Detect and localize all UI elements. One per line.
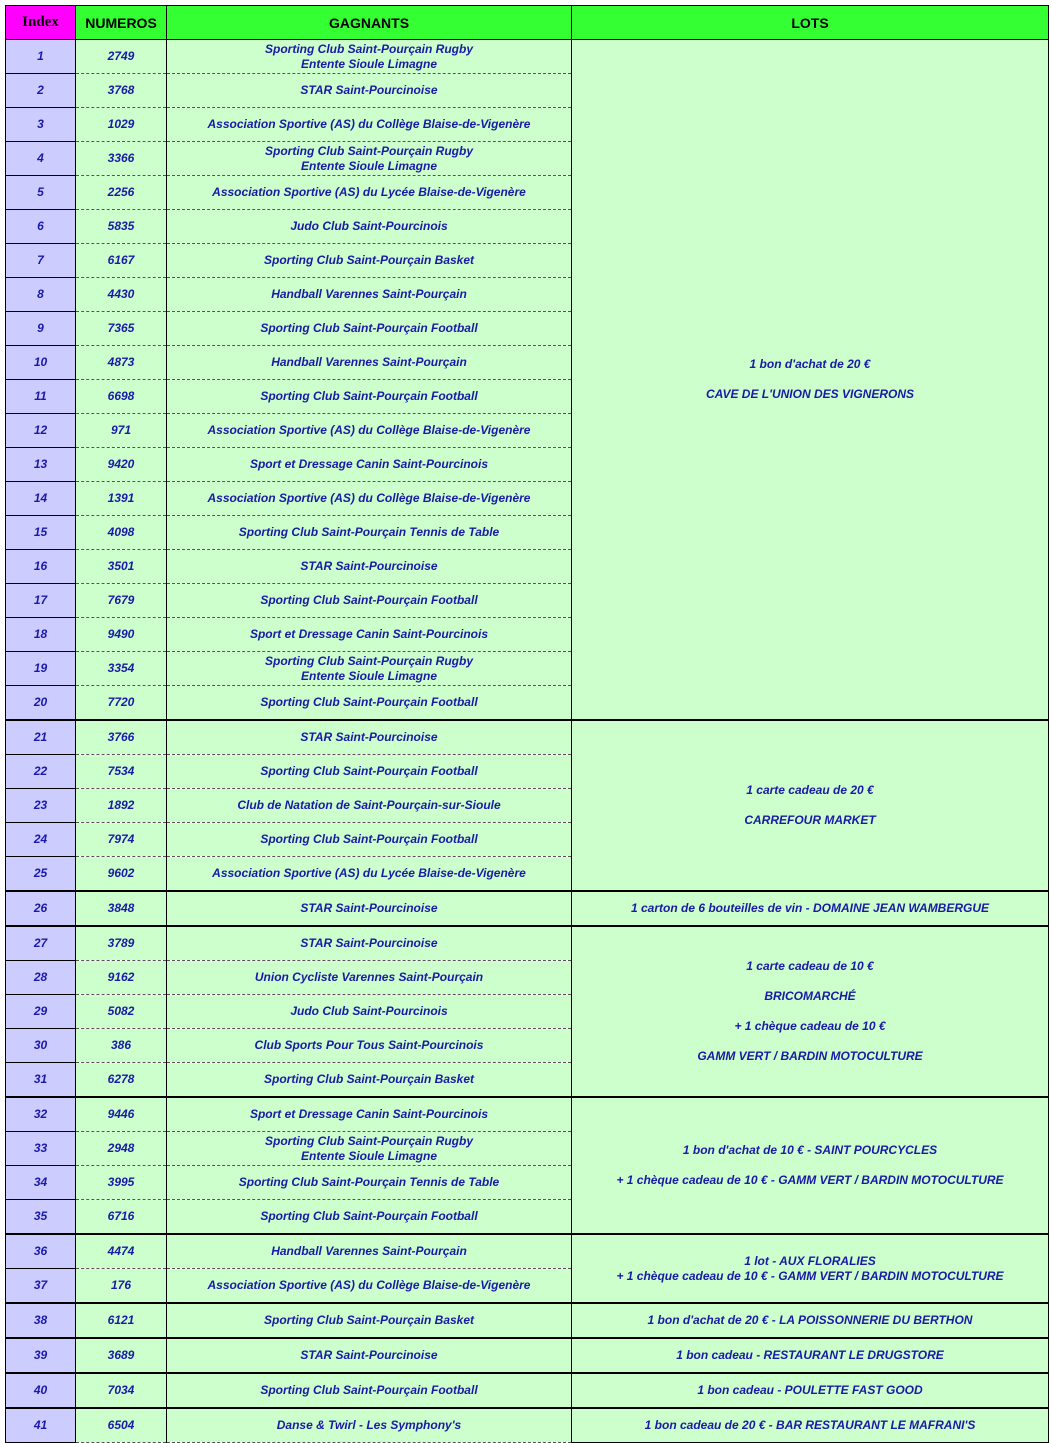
lot-spacer — [572, 974, 1048, 989]
row-index: 13 — [6, 448, 76, 482]
table-row — [6, 1408, 1049, 1443]
row-gagnant — [167, 823, 572, 857]
gagnant-line: Sporting Club Saint-Pourçain Football — [260, 321, 478, 335]
row-index: 11 — [6, 380, 76, 414]
row-index: 21 — [6, 720, 76, 755]
gagnant-line: Entente Sioule Limagne — [300, 158, 438, 173]
lot-cell — [572, 720, 1049, 891]
gagnant-line: Association Sportive (AS) du Collège Blaise-de-Vigenère — [207, 1278, 531, 1292]
gagnant-line: Handball Varennes Saint-Pourçain — [271, 287, 467, 301]
row-index: 37 — [6, 1269, 76, 1304]
gagnant-line: Handball Varennes Saint-Pourçain — [271, 355, 467, 369]
row-gagnant — [167, 1029, 572, 1063]
row-numero: 7679 — [76, 584, 167, 618]
gagnant-line: Sporting Club Saint-Pourçain Football — [260, 593, 478, 607]
gagnant-line: Sporting Club Saint-Pourçain Rugby — [265, 653, 473, 668]
lot-line: BRICOMARCHÉ — [764, 989, 856, 1003]
row-index: 5 — [6, 176, 76, 210]
row-numero: 1391 — [76, 482, 167, 516]
row-index: 26 — [6, 891, 76, 926]
row-index: 36 — [6, 1234, 76, 1269]
gagnant-line: Sport et Dressage Canin Saint-Pourcinois — [249, 1107, 489, 1121]
gagnant-line: Sport et Dressage Canin Saint-Pourcinois — [249, 627, 489, 641]
row-index: 30 — [6, 1029, 76, 1063]
lot-cell — [572, 1303, 1049, 1338]
row-gagnant — [167, 1097, 572, 1132]
row-gagnant — [167, 1200, 572, 1235]
table-row — [6, 926, 1049, 961]
gagnant-line: STAR Saint-Pourcinoise — [300, 936, 438, 950]
lot-spacer — [572, 798, 1048, 813]
row-numero: 7034 — [76, 1373, 167, 1408]
row-index: 29 — [6, 995, 76, 1029]
row-index: 34 — [6, 1166, 76, 1200]
row-gagnant — [167, 414, 572, 448]
row-index: 2 — [6, 74, 76, 108]
gagnant-line: Sport et Dressage Canin Saint-Pourcinois — [249, 457, 489, 471]
row-numero: 7974 — [76, 823, 167, 857]
row-numero: 6504 — [76, 1408, 167, 1443]
lot-cell — [572, 1234, 1049, 1303]
row-numero: 176 — [76, 1269, 167, 1304]
row-index: 9 — [6, 312, 76, 346]
row-numero: 7534 — [76, 755, 167, 789]
gagnant-line: Danse & Twirl - Les Symphony's — [276, 1418, 462, 1432]
table-row — [6, 40, 1049, 74]
row-index: 35 — [6, 1200, 76, 1235]
row-gagnant — [167, 176, 572, 210]
row-gagnant — [167, 448, 572, 482]
lot-line: CAVE DE L'UNION DES VIGNERONS — [706, 387, 914, 401]
row-gagnant — [167, 1373, 572, 1408]
lot-line: 1 bon d'achat de 20 € - LA POISSONNERIE DU BERTHON — [647, 1313, 973, 1327]
row-index: 40 — [6, 1373, 76, 1408]
table-row — [6, 891, 1049, 926]
row-index: 3 — [6, 108, 76, 142]
row-gagnant — [167, 142, 572, 176]
gagnant-line: Sporting Club Saint-Pourçain Rugby — [265, 143, 473, 158]
lot-cell — [572, 891, 1049, 926]
gagnant-line: Handball Varennes Saint-Pourçain — [271, 1244, 467, 1258]
table-row — [6, 1303, 1049, 1338]
row-gagnant — [167, 1132, 572, 1166]
gagnant-line: Sporting Club Saint-Pourçain Rugby — [265, 41, 473, 56]
lot-cell — [572, 1408, 1049, 1443]
row-gagnant — [167, 755, 572, 789]
row-numero: 7720 — [76, 686, 167, 721]
lot-line: 1 carte cadeau de 10 € — [746, 959, 874, 973]
row-index: 4 — [6, 142, 76, 176]
row-index: 23 — [6, 789, 76, 823]
table-row — [6, 1097, 1049, 1132]
row-numero: 2749 — [76, 40, 167, 74]
row-index: 15 — [6, 516, 76, 550]
gagnant-line: Sporting Club Saint-Pourçain Football — [260, 764, 478, 778]
lot-spacer — [572, 1004, 1048, 1019]
lot-spacer — [572, 1034, 1048, 1049]
gagnant-line: Association Sportive (AS) du Collège Blaise-de-Vigenère — [207, 117, 531, 131]
row-numero: 2256 — [76, 176, 167, 210]
row-gagnant — [167, 1338, 572, 1373]
gagnant-line: STAR Saint-Pourcinoise — [300, 1348, 438, 1362]
row-numero: 6278 — [76, 1063, 167, 1098]
gagnant-line: Judo Club Saint-Pourcinois — [290, 1004, 448, 1018]
row-gagnant — [167, 1269, 572, 1304]
row-numero: 3766 — [76, 720, 167, 755]
lot-cell — [572, 1373, 1049, 1408]
row-index: 31 — [6, 1063, 76, 1098]
row-gagnant — [167, 74, 572, 108]
row-numero: 3354 — [76, 652, 167, 686]
row-index: 7 — [6, 244, 76, 278]
row-numero: 6698 — [76, 380, 167, 414]
row-numero: 1029 — [76, 108, 167, 142]
header-lots: LOTS — [572, 6, 1049, 40]
lot-line: 1 carte cadeau de 20 € — [746, 783, 874, 797]
row-index: 16 — [6, 550, 76, 584]
row-numero: 4430 — [76, 278, 167, 312]
lot-line: 1 carton de 6 bouteilles de vin - DOMAINE JEAN WAMBERGUE — [630, 901, 990, 915]
row-numero: 3995 — [76, 1166, 167, 1200]
gagnant-line: Entente Sioule Limagne — [300, 56, 438, 71]
row-numero: 2948 — [76, 1132, 167, 1166]
lot-line: 1 bon cadeau - RESTAURANT LE DRUGSTORE — [676, 1348, 944, 1362]
header-gagnants: GAGNANTS — [167, 6, 572, 40]
row-numero: 3789 — [76, 926, 167, 961]
lot-line: 1 bon d'achat de 10 € - SAINT POURCYCLES — [682, 1143, 938, 1157]
row-numero: 1892 — [76, 789, 167, 823]
table-row — [6, 720, 1049, 755]
row-gagnant — [167, 652, 572, 686]
table-row — [6, 1373, 1049, 1408]
row-gagnant — [167, 244, 572, 278]
row-index: 20 — [6, 686, 76, 721]
row-gagnant — [167, 380, 572, 414]
row-gagnant — [167, 857, 572, 892]
row-numero: 3689 — [76, 1338, 167, 1373]
row-gagnant — [167, 1063, 572, 1098]
row-gagnant — [167, 210, 572, 244]
lot-cell — [572, 926, 1049, 1097]
gagnant-line: Association Sportive (AS) du Lycée Blaise-de-Vigenère — [212, 866, 526, 880]
row-numero: 386 — [76, 1029, 167, 1063]
lottery-results-table — [5, 5, 1049, 1443]
row-numero: 9162 — [76, 961, 167, 995]
gagnant-line: Sporting Club Saint-Pourçain Tennis de Table — [238, 1175, 500, 1189]
lot-line: + 1 chèque cadeau de 10 € - GAMM VERT / BARDIN MOTOCULTURE — [616, 1268, 1004, 1283]
row-index: 22 — [6, 755, 76, 789]
lot-cell — [572, 40, 1049, 721]
row-index: 8 — [6, 278, 76, 312]
gagnant-line: Association Sportive (AS) du Collège Blaise-de-Vigenère — [207, 423, 531, 437]
row-gagnant — [167, 961, 572, 995]
gagnant-line: Sporting Club Saint-Pourçain Tennis de Table — [238, 525, 500, 539]
row-numero: 4474 — [76, 1234, 167, 1269]
row-gagnant — [167, 1303, 572, 1338]
row-gagnant — [167, 720, 572, 755]
gagnant-line: Sporting Club Saint-Pourçain Football — [260, 1383, 478, 1397]
row-numero: 3768 — [76, 74, 167, 108]
gagnant-line: Sporting Club Saint-Pourçain Rugby — [265, 1133, 473, 1148]
row-gagnant — [167, 584, 572, 618]
gagnant-line: STAR Saint-Pourcinoise — [300, 730, 438, 744]
row-index: 17 — [6, 584, 76, 618]
gagnant-line: Entente Sioule Limagne — [300, 668, 438, 683]
row-gagnant — [167, 482, 572, 516]
row-numero: 6167 — [76, 244, 167, 278]
lot-line: GAMM VERT / BARDIN MOTOCULTURE — [697, 1049, 923, 1063]
row-index: 41 — [6, 1408, 76, 1443]
row-index: 32 — [6, 1097, 76, 1132]
row-gagnant — [167, 550, 572, 584]
row-numero: 9602 — [76, 857, 167, 892]
gagnant-line: Union Cycliste Varennes Saint-Pourçain — [254, 970, 484, 984]
row-index: 19 — [6, 652, 76, 686]
gagnant-line: Sporting Club Saint-Pourçain Football — [260, 389, 478, 403]
gagnant-line: Association Sportive (AS) du Collège Blaise-de-Vigenère — [207, 491, 531, 505]
row-gagnant — [167, 926, 572, 961]
row-numero: 9446 — [76, 1097, 167, 1132]
row-gagnant — [167, 686, 572, 721]
lot-cell — [572, 1338, 1049, 1373]
lot-line: CARREFOUR MARKET — [744, 813, 876, 827]
row-gagnant — [167, 40, 572, 74]
row-numero: 9420 — [76, 448, 167, 482]
row-index: 33 — [6, 1132, 76, 1166]
row-index: 25 — [6, 857, 76, 892]
row-numero: 7365 — [76, 312, 167, 346]
row-index: 10 — [6, 346, 76, 380]
gagnant-line: STAR Saint-Pourcinoise — [300, 559, 438, 573]
gagnant-line: Sporting Club Saint-Pourçain Football — [260, 695, 478, 709]
lot-line: 1 bon cadeau de 20 € - BAR RESTAURANT LE MAFRANI'S — [644, 1418, 976, 1432]
gagnant-line: Judo Club Saint-Pourcinois — [290, 219, 448, 233]
row-index: 12 — [6, 414, 76, 448]
lot-line: + 1 chèque cadeau de 10 € — [734, 1019, 886, 1033]
gagnant-line: STAR Saint-Pourcinoise — [300, 901, 438, 915]
row-numero: 3366 — [76, 142, 167, 176]
row-index: 6 — [6, 210, 76, 244]
row-numero: 4873 — [76, 346, 167, 380]
row-index: 24 — [6, 823, 76, 857]
row-index: 18 — [6, 618, 76, 652]
row-gagnant — [167, 108, 572, 142]
lot-line: 1 bon d'achat de 20 € — [749, 357, 871, 371]
gagnant-line: Sporting Club Saint-Pourçain Football — [260, 1209, 478, 1223]
lot-cell — [572, 1097, 1049, 1234]
row-numero: 5835 — [76, 210, 167, 244]
row-numero: 6716 — [76, 1200, 167, 1235]
gagnant-line: Club de Natation de Saint-Pourçain-sur-Sioule — [237, 798, 501, 812]
gagnant-line: Sporting Club Saint-Pourçain Basket — [263, 1072, 475, 1086]
row-numero: 5082 — [76, 995, 167, 1029]
row-gagnant — [167, 1234, 572, 1269]
row-index: 39 — [6, 1338, 76, 1373]
lot-line: 1 bon cadeau - POULETTE FAST GOOD — [697, 1383, 923, 1397]
lot-spacer — [572, 372, 1048, 387]
results-body — [6, 40, 1049, 1443]
row-gagnant — [167, 891, 572, 926]
row-numero: 3848 — [76, 891, 167, 926]
row-gagnant — [167, 312, 572, 346]
row-index: 14 — [6, 482, 76, 516]
row-gagnant — [167, 995, 572, 1029]
row-numero: 6121 — [76, 1303, 167, 1338]
row-numero: 971 — [76, 414, 167, 448]
row-index: 1 — [6, 40, 76, 74]
gagnant-line: Sporting Club Saint-Pourçain Football — [260, 832, 478, 846]
lot-line: + 1 chèque cadeau de 10 € - GAMM VERT / BARDIN MOTOCULTURE — [616, 1173, 1004, 1187]
row-gagnant — [167, 516, 572, 550]
table-row — [6, 1338, 1049, 1373]
header-row — [6, 6, 1049, 40]
row-index: 27 — [6, 926, 76, 961]
gagnant-line: Sporting Club Saint-Pourçain Basket — [263, 253, 475, 267]
row-gagnant — [167, 618, 572, 652]
gagnant-line: STAR Saint-Pourcinoise — [300, 83, 438, 97]
row-index: 28 — [6, 961, 76, 995]
gagnant-line: Association Sportive (AS) du Lycée Blaise-de-Vigenère — [212, 185, 526, 199]
row-gagnant — [167, 346, 572, 380]
table-row — [6, 1234, 1049, 1269]
gagnant-line: Entente Sioule Limagne — [300, 1148, 438, 1163]
gagnant-line: Club Sports Pour Tous Saint-Pourcinois — [254, 1038, 484, 1052]
lot-line: 1 lot - AUX FLORALIES — [744, 1253, 876, 1268]
row-gagnant — [167, 1408, 572, 1443]
lot-spacer — [572, 1158, 1048, 1173]
row-gagnant — [167, 278, 572, 312]
header-index: Index — [6, 6, 76, 40]
row-gagnant — [167, 789, 572, 823]
row-gagnant — [167, 1166, 572, 1200]
gagnant-line: Sporting Club Saint-Pourçain Basket — [263, 1313, 475, 1327]
header-numeros: NUMEROS — [76, 6, 167, 40]
row-index: 38 — [6, 1303, 76, 1338]
row-numero: 3501 — [76, 550, 167, 584]
row-numero: 4098 — [76, 516, 167, 550]
row-numero: 9490 — [76, 618, 167, 652]
